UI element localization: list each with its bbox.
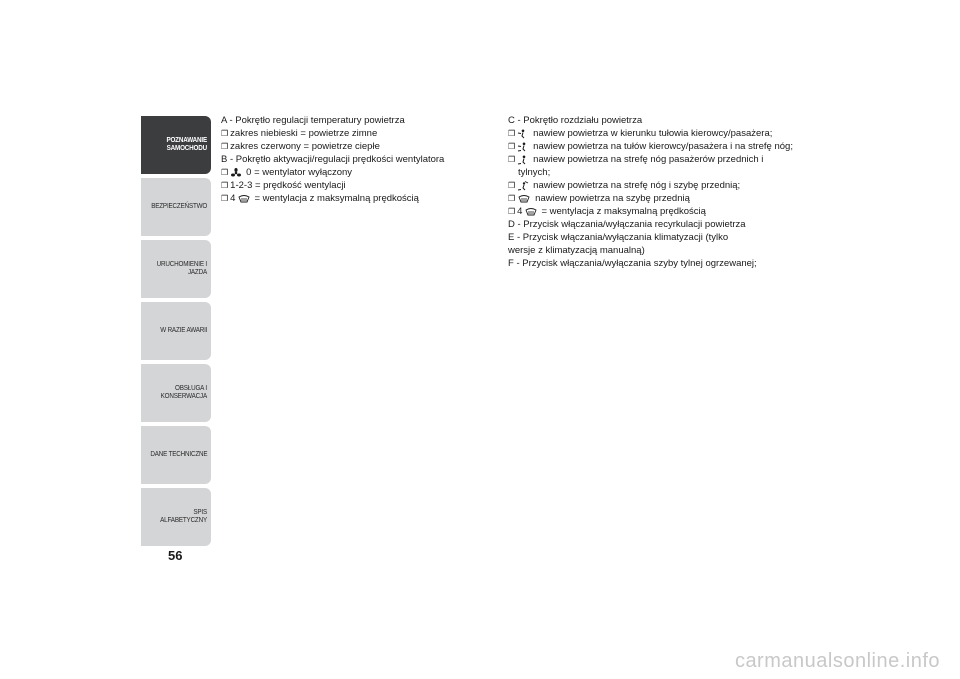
item-d: D - Przycisk włączania/wyłączania recyrkulacji powietrza [508,219,746,230]
bullet-icon: ❒ [221,129,229,138]
bullet-icon: ❒ [508,181,516,190]
face-feet-vent-icon [517,142,529,152]
tab-bezpieczenstwo[interactable] [141,178,211,236]
left-column [221,114,481,205]
bullet-icon: ❒ [221,194,229,203]
item-text: = wentylacja z maksymalną prędkością [254,193,419,204]
item-text: 0 = wentylator wyłączony [246,167,353,178]
tab-label: OBSŁUGA I KONSERWACJA [160,384,207,400]
face-vent-icon [517,129,529,139]
list-item [221,179,481,192]
list-item [508,127,798,140]
bullet-icon: ❒ [221,168,229,177]
list-item [221,192,481,205]
tab-label: DANE TECHNICZNE [149,450,207,458]
right-column [508,114,798,270]
item-text: 1-2-3 = prędkość wentylacji [230,180,346,191]
tab-label: SPIS ALFABETYCZNY [160,508,207,524]
list-item [508,140,798,153]
item-text: = wentylacja z maksymalną prędkością [541,206,706,217]
tab-label: POZNAWANIE SAMOCHODU [166,136,207,152]
tab-obsluga-i-konserwacja[interactable] [141,364,211,422]
list-item [508,179,798,192]
watermark: carmanualsonline.info [734,650,940,672]
tab-poznawanie-samochodu[interactable] [141,116,211,174]
item-e: E - Przycisk włączania/wyłączania klimatyzacji (tylko wersje z klimatyzacją manualną) [508,232,729,256]
tab-w-razie-awarii[interactable] [141,302,211,360]
item-text: zakres czerwony = powietrze ciepłe [230,141,380,152]
feet-windshield-vent-icon [517,181,529,191]
bullet-icon: ❒ [508,155,516,164]
item-text: nawiew powietrza na szybę przednią [535,193,690,204]
list-item [508,205,798,218]
list-item [221,140,481,153]
windshield-defrost-icon [238,194,250,204]
feet-vent-icon [517,155,529,165]
bullet-icon: ❒ [508,129,516,138]
item-text: nawiew powietrza na strefę nóg pasażerów przednich i [533,154,764,165]
item-f: F - Przycisk włączania/wyłączania szyby tylnej ogrzewanej; [508,258,757,269]
list-item-continuation: tylnych; [518,167,551,178]
windshield-defrost-icon [517,194,531,204]
item-prefix: 4 [230,193,236,204]
windshield-defrost-icon [525,207,537,217]
bullet-icon: ❒ [508,142,516,151]
tab-uruchomienie-i-jazda[interactable] [141,240,211,298]
list-item [221,127,481,140]
tab-dane-techniczne[interactable] [141,426,211,484]
list-item [508,153,798,166]
page-number: 56 [168,548,183,563]
list-item [508,192,798,205]
item-c-title: C - Pokrętło rozdziału powietrza [508,115,643,126]
item-prefix: 4 [517,206,523,217]
item-text: nawiew powietrza na strefę nóg i szybę przednią; [533,180,741,191]
item-a-title: A - Pokrętło regulacji temperatury powietrza [221,115,405,126]
tab-spis-alfabetyczny[interactable] [141,488,211,546]
tab-label: W RAZIE AWARII [159,326,207,334]
item-b-title: B - Pokrętło aktywacji/regulacji prędkości wentylatora [221,154,445,165]
tab-label: URUCHOMIENIE I JAZDA [156,260,207,276]
bullet-icon: ❒ [508,194,516,203]
bullet-icon: ❒ [221,181,229,190]
list-item [221,166,481,179]
item-text: nawiew powietrza na tułów kierowcy/pasażera i na strefę nóg; [533,141,793,152]
item-text: nawiew powietrza w kierunku tułowia kierowcy/pasażera; [533,128,773,139]
fan-off-icon [230,168,242,178]
tab-label: BEZPIECZEŃSTWO [151,202,207,210]
item-text: zakres niebieski = powietrze zimne [230,128,378,139]
bullet-icon: ❒ [508,207,516,216]
bullet-icon: ❒ [221,142,229,151]
